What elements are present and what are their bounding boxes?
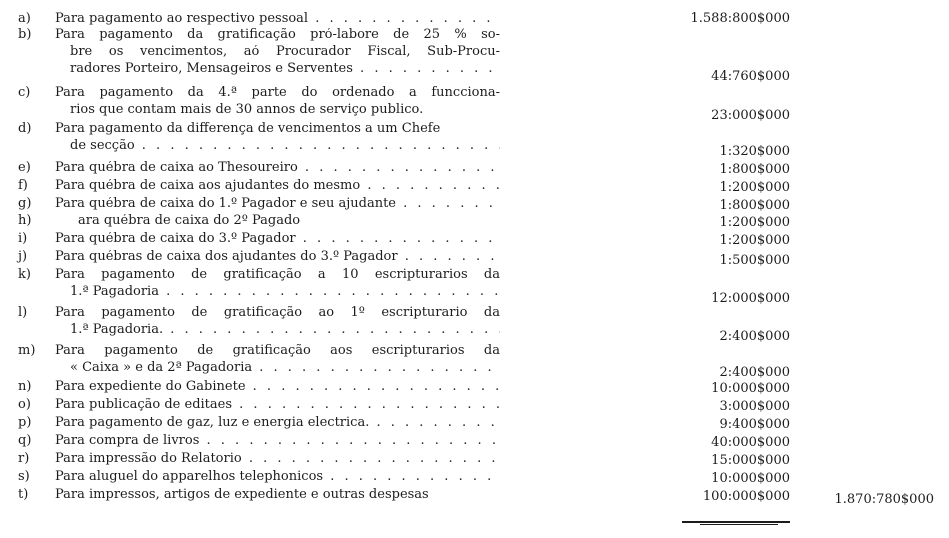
total-rule-double [700, 524, 778, 525]
item-letter: p) [18, 415, 32, 430]
item-text-line: Para québra de caixa aos ajudantes do mesmo . . . [55, 179, 500, 192]
item-letter: m) [18, 343, 36, 358]
item-letter: t) [18, 487, 29, 502]
item-letter: n) [18, 379, 32, 394]
item-text-line: radores Porteiro, Mensageiros e Serventes . . . [70, 62, 500, 75]
item-value: 1:800$000 [719, 162, 790, 177]
item-text-line: Para pagamento ao respectivo pessoal . . . [55, 12, 500, 25]
item-text-line: Para québras de caixa dos ajudantes do 3.º Pagador . . . [55, 250, 500, 263]
item-value: 2:400$000 [719, 365, 790, 380]
item-text-line: Para pagamento de gratificação a 10 escripturarios da [55, 268, 500, 282]
item-value: 1:320$000 [719, 144, 790, 159]
item-text-line: Para pagamento de gratificação ao 1º escripturario da [55, 306, 500, 320]
item-value: 23:000$000 [711, 108, 790, 123]
item-value: 10:000$000 [711, 471, 790, 486]
item-letter: g) [18, 196, 32, 211]
item-value: 1:800$000 [719, 198, 790, 213]
item-text-line: Para impressão do Relatorio . . . [55, 452, 500, 465]
item-text-line: 1.ª Pagadoria. . . . [70, 323, 500, 336]
item-value: 1:200$000 [719, 233, 790, 248]
item-value: 3:000$000 [719, 399, 790, 414]
item-text-line: Para québra de caixa ao Thesoureiro . . . [55, 161, 500, 174]
item-letter: r) [18, 451, 30, 466]
item-value: 1:200$000 [719, 215, 790, 230]
item-letter: a) [18, 11, 31, 26]
item-text-line: Para impressos, artigos de expediente e outras despesas [55, 488, 429, 501]
item-letter: c) [18, 85, 31, 100]
item-letter: d) [18, 121, 32, 136]
item-letter: b) [18, 27, 32, 42]
item-text-line: ara québra de caixa do 2º Pagado [78, 214, 301, 227]
item-value: 12:000$000 [711, 291, 790, 306]
item-text-line: bre os vencimentos, aó Procurador Fiscal, Sub-Procu- [70, 45, 500, 59]
item-text-line: 1.ª Pagadoria . . . [70, 285, 500, 298]
item-letter: l) [18, 305, 28, 320]
item-value: 100:000$000 [702, 489, 790, 504]
total-rule [682, 521, 790, 523]
grand-total: 1.870:780$000 [834, 492, 934, 507]
item-text-line: Para pagamento da gratificação pró-labore de 25 % so- [55, 28, 500, 42]
item-value: 1:200$000 [719, 180, 790, 195]
item-text-line: Para québra de caixa do 1.º Pagador e seu ajudante . . . [55, 197, 500, 210]
item-value: 15:000$000 [711, 453, 790, 468]
item-text-line: Para pagamento da 4.ª parte do ordenado a funcciona- [55, 86, 500, 100]
item-letter: k) [18, 267, 31, 282]
item-letter: i) [18, 231, 28, 246]
item-text-line: Para québra de caixa do 3.º Pagador . . . [55, 232, 500, 245]
item-value: 10:000$000 [711, 381, 790, 396]
item-text-line: Para pagamento de gaz, luz e energia electrica. . . . [55, 416, 500, 429]
item-letter: q) [18, 433, 32, 448]
item-letter: j) [18, 249, 28, 264]
item-letter: s) [18, 469, 30, 484]
item-text-line: rios que contam mais de 30 annos de serviço publico. [70, 103, 424, 116]
item-text-line: Para compra de livros . . . [55, 434, 500, 447]
item-text-line: Para pagamento da differença de vencimentos a um Chefe [55, 122, 441, 135]
item-value: 1:500$000 [719, 253, 790, 268]
item-letter: o) [18, 397, 31, 412]
item-letter: h) [18, 213, 32, 228]
item-value: 2:400$000 [719, 329, 790, 344]
item-text-line: de secção . . . [70, 139, 500, 152]
item-text-line: Para aluguel do apparelhos telephonicos . . . [55, 470, 500, 483]
item-value: 40:000$000 [711, 435, 790, 450]
item-value: 1.588:800$000 [690, 11, 790, 26]
item-text-line: Para pagamento de gratificação aos escripturarios da [55, 344, 500, 358]
item-text-line: Para expediente do Gabinete . . . [55, 380, 500, 393]
item-value: 44:760$000 [711, 69, 790, 84]
item-letter: f) [18, 178, 28, 193]
item-text-line: « Caixa » e da 2ª Pagadoria . . . [70, 361, 500, 374]
item-value: 9:400$000 [719, 417, 790, 432]
item-text-line: Para publicação de editaes . . . [55, 398, 500, 411]
item-letter: e) [18, 160, 31, 175]
